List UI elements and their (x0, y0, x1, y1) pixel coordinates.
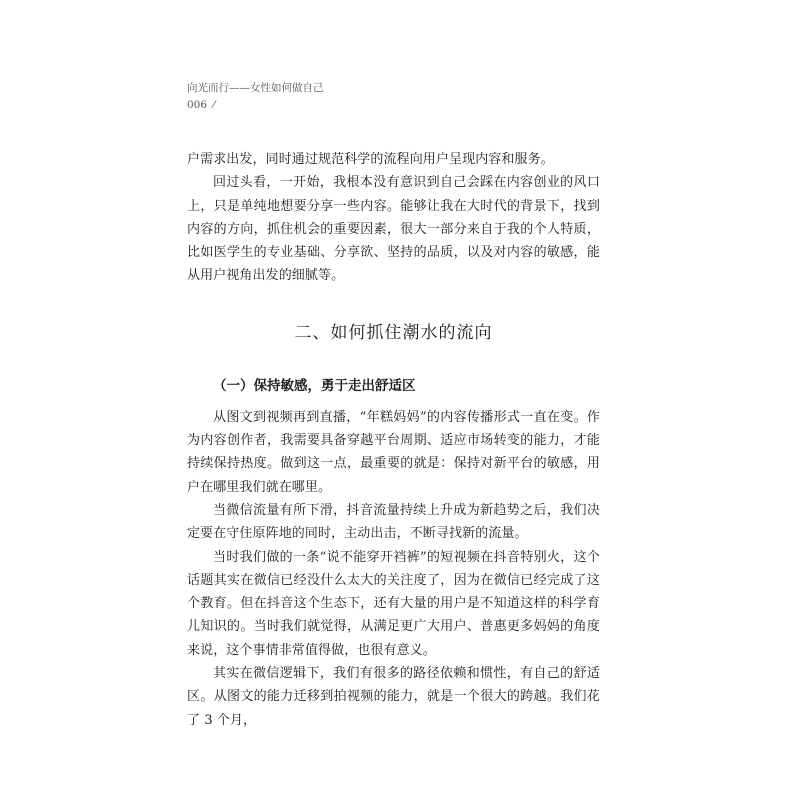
running-header (187, 80, 324, 114)
paragraph: 从图文到视频再到直播，“年糕妈妈”的内容传播形式一直在变。作为内容创作者，我需要具备穿越平台周期、适应市场转变的能力，才能持续保持热度。做到这一点，最重要的就是：保持对新平台的敏感，用户在哪里我们就在哪里。 (187, 409, 600, 495)
page-body (187, 148, 600, 732)
paragraph: 回过头看，一开始，我根本没有意识到自己会踩在内容创业的风口上，只是单纯地想要分享一些内容。能够让我在大时代的背景下，找到内容的方向，抓住机会的重要因素，很大一部分来自于我的个人特质，比如医学生的专业基础、分享欲、坚持的品质，以及对内容的敏感，能从用户视角出发的细腻等。 (187, 175, 600, 284)
section-heading: 二、如何抓住潮水的流向 (294, 322, 493, 343)
page-number-line (187, 97, 324, 114)
paragraph: 户需求出发，同时通过规范科学的流程向用户呈现内容和服务。 (187, 152, 554, 167)
paragraph: 其实在微信逻辑下，我们有很多的路径依赖和惯性，有自己的舒适区。从图文的能力迁移到拍视频的能力，就是一个很大的跨越。我们花了 3 个月， (187, 666, 600, 728)
subsection-heading: （一）保持敏感，勇于走出舒适区 (213, 377, 416, 394)
book-title: 向光而行——女性如何做自己 (187, 82, 324, 94)
paragraph: 当时我们做的一条“说不能穿开裆裤”的短视频在抖音特别火，这个话题其实在微信已经没什么太大的关注度了，因为在微信已经完成了这个教育。但在抖音这个生态下，还有大量的用户是不知道这样的科学育儿知识的。当时我们就觉得，从满足更广大用户、普惠更多妈妈的角度来说，这个事情非常值得做，也很有意义。 (187, 549, 600, 658)
page-mark: ⁄ (213, 99, 215, 111)
page-number: 006 (187, 99, 208, 111)
paragraph: 当微信流量有所下滑，抖音流量持续上升成为新趋势之后，我们决定要在守住原阵地的同时，主动出击，不断寻找新的流量。 (187, 502, 600, 542)
